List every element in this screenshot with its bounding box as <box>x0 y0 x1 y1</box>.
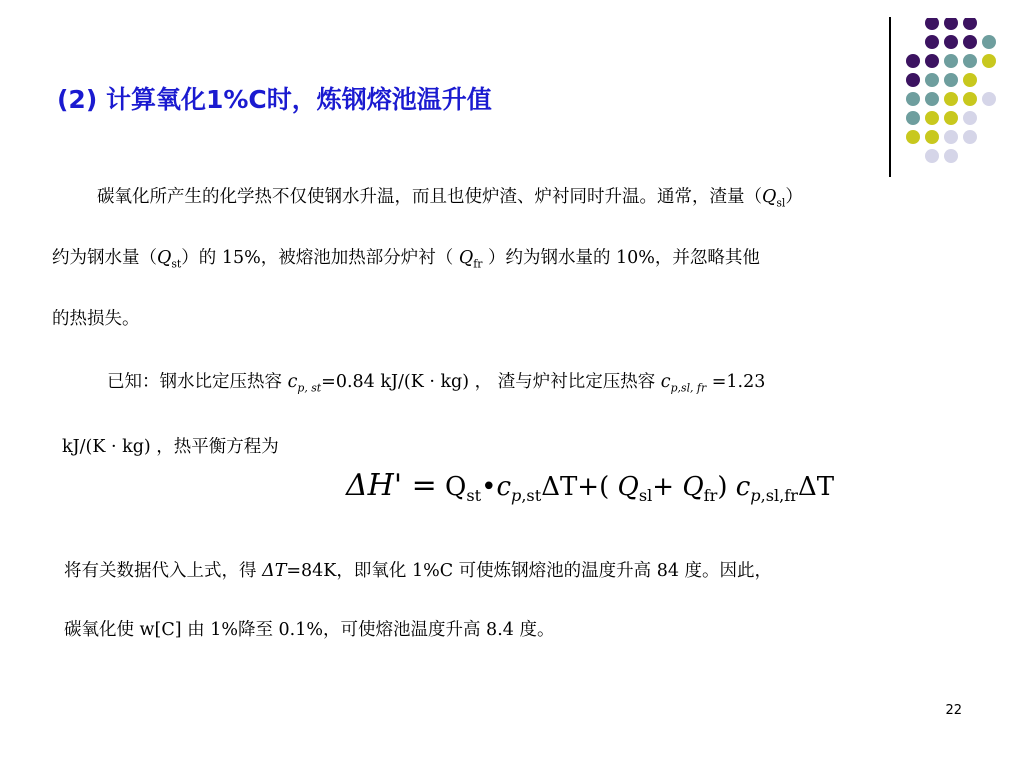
symbol-q: Q <box>762 187 777 207</box>
decorative-dot <box>944 130 958 144</box>
eq-c2: c <box>735 472 751 502</box>
decorative-dot <box>925 54 939 68</box>
eq-q-sl: Q <box>617 472 639 502</box>
eq-delta-t2: ΔT <box>797 472 835 502</box>
decorative-dot <box>944 73 958 87</box>
symbol-c: c <box>660 372 671 392</box>
para1-text-2a: 约为钢水量（ <box>52 248 157 268</box>
decorative-dot <box>982 92 996 106</box>
decorative-dot <box>944 111 958 125</box>
decorative-dot <box>906 111 920 125</box>
decorative-dot <box>925 130 939 144</box>
decorative-dot <box>925 18 939 30</box>
symbol-c: c <box>287 372 298 392</box>
para1-text-1: 碳氧化所产生的化学热不仅使钢水升温，而且也使炉渣、炉衬同时升温。通常，渣量（ <box>97 187 762 207</box>
eq-sub-slfr: ,sl,fr <box>760 486 798 506</box>
decorative-dot <box>944 92 958 106</box>
eq-sub-p2: p <box>750 486 761 506</box>
eq-plus: + <box>652 472 675 502</box>
eq-sub-st2: ,st <box>521 486 542 506</box>
decorative-dot <box>963 130 977 144</box>
eq-c: c <box>496 472 511 502</box>
para1-line3: 的热损失。 <box>52 309 140 329</box>
para1-line2 <box>52 244 760 269</box>
decorative-dot <box>963 35 977 49</box>
decorative-dot <box>925 73 939 87</box>
symbol-q: Q <box>157 248 172 268</box>
result-text-b: =84K，即氧化 1%C 可使炼钢熔池的温度升高 84 度。因此， <box>286 561 773 581</box>
para2-text-b: =0.84 kJ/(K · kg) ， 渣与炉衬比定压热容 <box>321 372 656 392</box>
decorative-dot <box>944 18 958 30</box>
symbol-q: Q <box>458 248 474 268</box>
subscript-p-sl-fr: p,sl, fr <box>670 381 707 395</box>
eq-delta-t: ΔT+( <box>541 472 610 502</box>
decorative-dot <box>906 54 920 68</box>
decorative-dot <box>906 73 920 87</box>
decorative-dot <box>963 54 977 68</box>
decorative-dot <box>963 73 977 87</box>
decorative-dot <box>963 92 977 106</box>
decorative-dot <box>925 111 939 125</box>
decorative-dot-grid <box>903 18 1013 168</box>
decorative-dot <box>982 35 996 49</box>
eq-q-fr: Q <box>682 472 704 502</box>
decorative-dot <box>925 92 939 106</box>
result-text-a: 将有关数据代入上式，得 <box>64 561 263 581</box>
eq-lhs: ΔH' = <box>346 468 437 503</box>
decorative-dot <box>925 35 939 49</box>
eq-q: Q <box>445 472 467 502</box>
subscript-st: st <box>171 257 182 271</box>
eq-sub-fr: fr <box>703 486 718 506</box>
para1-text-2b: ）的 15%，被熔池加热部分炉衬（ <box>181 248 459 268</box>
para1-line1: 碳氧化所产生的化学热不仅使钢水升温，而且也使炉渣、炉衬同时升温。通常，渣量$(Q_{sl})$ <box>97 187 803 210</box>
subscript-p-st: p, st <box>297 381 322 395</box>
decorative-divider <box>889 17 891 177</box>
eq-sub-sl: sl <box>638 486 653 506</box>
decorative-dot <box>963 18 977 30</box>
result-line1 <box>64 557 772 582</box>
page-number: 22 <box>945 703 962 718</box>
eq-close: ) <box>717 472 728 502</box>
decorative-dot <box>982 54 996 68</box>
eq-dot: • <box>481 472 497 502</box>
result-line2: 碳氧化使 w[C] 由 1%降至 0.1%，可使熔池温度升高 8.4 度。 <box>64 620 555 640</box>
decorative-dot <box>925 149 939 163</box>
para2-line1 <box>107 368 765 393</box>
eq-sub-st: st <box>466 486 482 506</box>
decorative-dot <box>944 54 958 68</box>
eq-sub-p: p <box>511 486 522 506</box>
subscript-sl: sl <box>776 196 786 210</box>
para2-text-c: =1.23 <box>711 372 766 392</box>
para1-text-2c: ）约为钢水量的 10%，并忽略其他 <box>482 248 760 268</box>
decorative-dot <box>906 130 920 144</box>
heat-balance-equation <box>346 468 835 506</box>
para2-text-a: 已知：钢水比定压热容 <box>107 372 282 392</box>
para2-line2: kJ/(K · kg) ，热平衡方程为 <box>62 437 279 457</box>
decorative-dot <box>963 111 977 125</box>
slide-title: (2) 计算氧化1%C时，炼钢熔池温升值 <box>57 85 492 114</box>
symbol-delta-t: ΔT <box>262 561 287 581</box>
decorative-dot <box>944 149 958 163</box>
decorative-dot <box>944 35 958 49</box>
decorative-dot <box>906 92 920 106</box>
subscript-fr: fr <box>473 257 483 271</box>
